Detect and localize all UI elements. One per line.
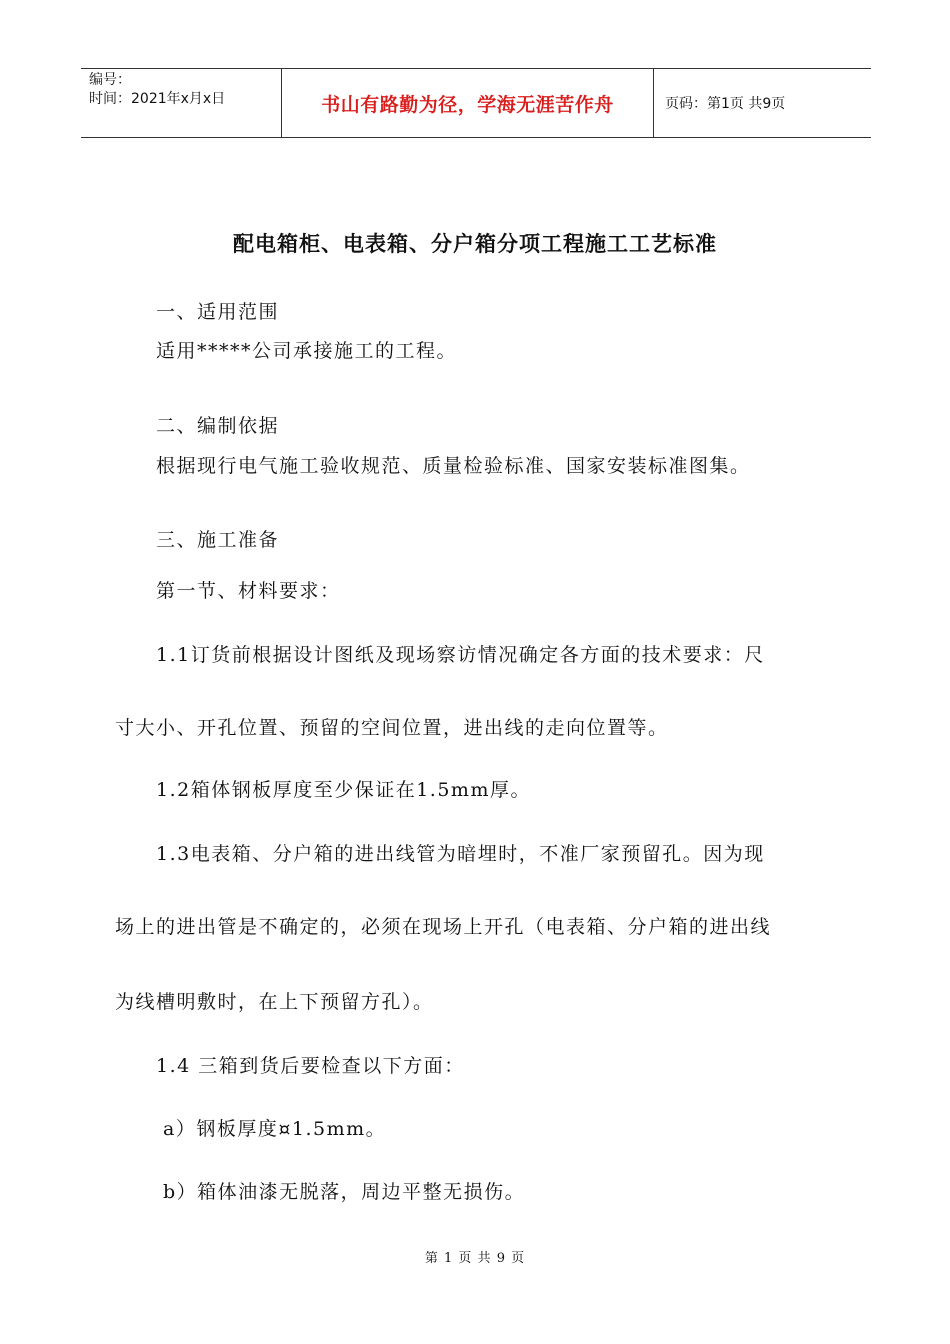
section-heading-scope: 一、适用范围 (156, 301, 280, 323)
paragraph-line: 1.4 三箱到货后要检查以下方面： (156, 1055, 465, 1077)
list-item: a）钢板厚度¤1.5mm。 (163, 1118, 387, 1140)
page-header (81, 68, 871, 138)
paragraph-line: 1.2箱体钢板厚度至少保证在1.5mm厚。 (156, 779, 531, 801)
header-motto: 书山有路勤为径，学海无涯苦作舟 (321, 93, 614, 116)
document-title: 配电箱柜、电表箱、分户箱分项工程施工工艺标准 (233, 232, 717, 256)
header-motto-cell (281, 69, 654, 137)
section-heading-basis: 二、编制依据 (156, 415, 280, 437)
header-page-number: 页码：第1页 共9页 (665, 96, 786, 112)
header-info (81, 69, 281, 137)
paragraph-line: 1.3电表箱、分户箱的进出线管为暗埋时，不准厂家预留孔。因为现 (156, 843, 765, 865)
paragraph-line: 为线槽明敷时，在上下预留方孔）。 (115, 991, 434, 1013)
paragraph-scope: 适用*****公司承接施工的工程。 (156, 340, 458, 362)
paragraph-line: 场上的进出管是不确定的，必须在现场上开孔（电表箱、分户箱的进出线 (115, 916, 772, 938)
section-heading-preparation: 三、施工准备 (156, 529, 280, 551)
document-number-label: 编号： (89, 72, 131, 88)
list-item: b）箱体油漆无脱落，周边平整无损伤。 (163, 1181, 526, 1203)
page-footer: 第 1 页 共 9 页 (424, 1251, 526, 1266)
document-time-label: 时间：2021年x月x日 (89, 91, 226, 107)
header-page-cell (654, 69, 871, 137)
paragraph-basis: 根据现行电气施工验收规范、质量检验标准、国家安装标准图集。 (156, 455, 751, 477)
subsection-heading-materials: 第一节、材料要求： (156, 580, 341, 602)
paragraph-line: 1.1订货前根据设计图纸及现场察访情况确定各方面的技术要求：尺 (156, 644, 765, 666)
paragraph-line: 寸大小、开孔位置、预留的空间位置，进出线的走向位置等。 (115, 717, 669, 739)
